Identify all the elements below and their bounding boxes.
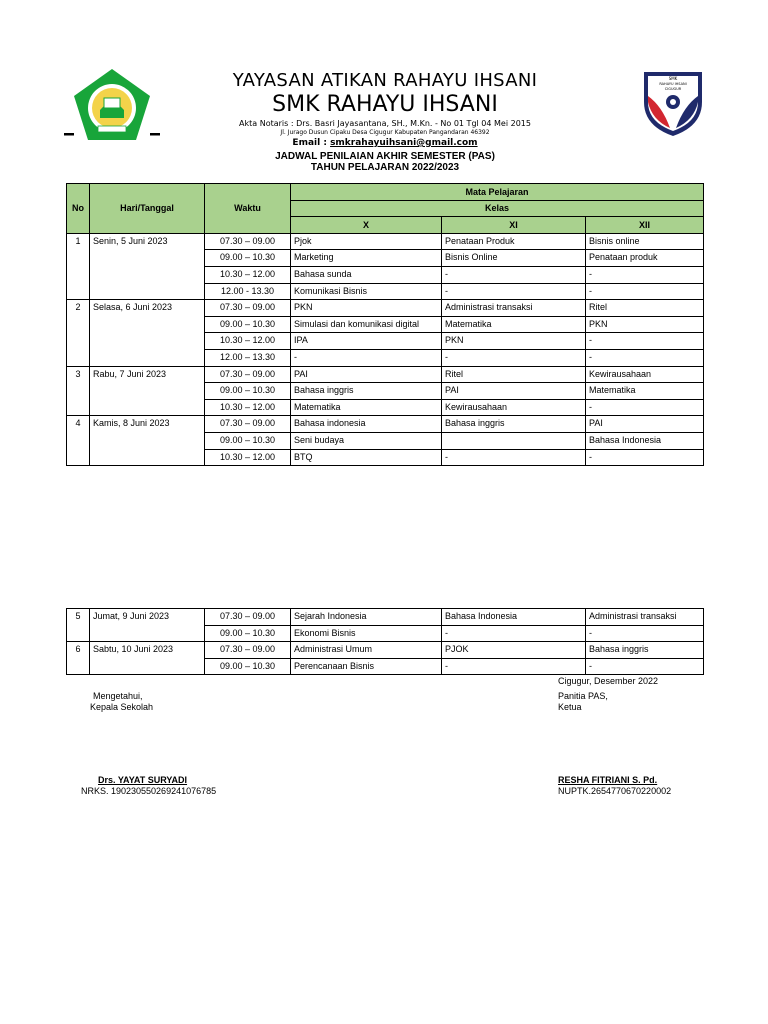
table-row [67,609,704,626]
school-logo-right [640,66,706,138]
cell-class-xi: PKN [442,333,586,350]
academic-year: TAHUN PELAJARAN 2022/2023 [310,162,460,173]
cell-class-xii: Bahasa Indonesia [586,432,704,449]
cell-class-x: BTQ [291,449,442,466]
cell-class-x: Matematika [291,399,442,416]
cell-class-xii: Ritel [586,300,704,317]
cell-time: 10.30 – 12.00 [205,449,291,466]
cell-time: 10.30 – 12.00 [205,266,291,283]
email-line [150,138,620,148]
cell-class-x: Bahasa indonesia [291,416,442,433]
cell-class-x: Pjok [291,233,442,250]
place-date: Cigugur, Desember 2022 [558,676,659,686]
cell-day: Senin, 5 Juni 2023 [90,233,205,299]
cell-class-xii: Bahasa inggris [586,642,704,659]
school-logo-left [62,66,162,146]
cell-class-xi: PAI [442,383,586,400]
table-row [67,642,704,659]
table-row [67,300,704,317]
cell-class-xii: PAI [586,416,704,433]
chair-name: RESHA FITRIANI S. Pd. [558,775,658,785]
cell-time: 07.30 – 09.00 [205,609,291,626]
cell-class-xi: PJOK [442,642,586,659]
cell-class-xi [442,432,586,449]
logo-text-2: RAHAYU IHSANI [659,82,687,86]
cell-time: 07.30 – 09.00 [205,416,291,433]
document-title: JADWAL PENILAIAN AKHIR SEMESTER (PAS) [275,151,495,162]
cell-class-x: - [291,349,442,366]
cell-class-xii: - [586,266,704,283]
cell-time: 09.00 – 10.30 [205,432,291,449]
cell-time: 12.00 - 13.30 [205,283,291,300]
cell-day: Jumat, 9 Juni 2023 [90,609,205,642]
cell-class-xi: - [442,625,586,642]
cell-day: Selasa, 6 Juni 2023 [90,300,205,366]
cell-class-xii: - [586,333,704,350]
cell-class-x: Sejarah Indonesia [291,609,442,626]
cell-class-xi: Administrasi transaksi [442,300,586,317]
principal-id: NRKS. 190230550269241076785 [81,786,217,796]
cell-class-x: Komunikasi Bisnis [291,283,442,300]
foundation-name: YAYASAN ATIKAN RAHAYU IHSANI [232,70,538,91]
cell-class-x: Perencanaan Bisnis [291,658,442,675]
cell-class-xi: Bahasa Indonesia [442,609,586,626]
cell-class-xi: Bisnis Online [442,250,586,267]
cell-class-xii: - [586,283,704,300]
cell-time: 12.00 – 13.30 [205,349,291,366]
cell-class-xi: - [442,449,586,466]
cell-class-x: PKN [291,300,442,317]
cell-time: 09.00 – 10.30 [205,383,291,400]
cell-no: 1 [67,233,90,299]
cell-no: 5 [67,609,90,642]
email-link[interactable]: smkrahayuihsani@gmail.com [330,138,478,148]
logo-text-1: SMK [668,76,678,81]
cell-time: 10.30 – 12.00 [205,399,291,416]
cell-class-x: PAI [291,366,442,383]
cell-class-xii: Matematika [586,383,704,400]
schedule-table-continued [66,608,704,675]
cell-class-xi: Kewirausahaan [442,399,586,416]
cell-time: 07.30 – 09.00 [205,300,291,317]
table-row [67,366,704,383]
cell-time: 09.00 – 10.30 [205,625,291,642]
cell-day: Sabtu, 10 Juni 2023 [90,642,205,675]
cell-class-xii: - [586,349,704,366]
cell-time: 07.30 – 09.00 [205,233,291,250]
cell-class-xii: - [586,625,704,642]
cell-class-xii: Bisnis online [586,233,704,250]
cell-time: 09.00 – 10.30 [205,316,291,333]
cell-class-x: Simulasi dan komunikasi digital [291,316,442,333]
left-role-1: Mengetahui, [93,691,143,701]
cell-class-x: Ekonomi Bisnis [291,625,442,642]
table-row [67,233,704,250]
header-class-x: X [291,217,442,234]
cell-class-xii: - [586,449,704,466]
school-name: SMK RAHAYU IHSANI [272,92,498,117]
schedule-table [66,183,704,466]
left-role-2: Kepala Sekolah [90,702,154,712]
cell-class-x: Administrasi Umum [291,642,442,659]
cell-class-xii: - [586,399,704,416]
header-day: Hari/Tanggal [90,184,205,234]
cell-day: Kamis, 8 Juni 2023 [90,416,205,466]
cell-class-xii: Penataan produk [586,250,704,267]
cell-no: 2 [67,300,90,366]
right-role-2: Ketua [558,702,582,712]
cell-time: 07.30 – 09.00 [205,642,291,659]
cell-class-x: Seni budaya [291,432,442,449]
right-role-1: Panitia PAS, [558,691,608,701]
chair-id: NUPTK.2654770670220002 [558,786,672,796]
cell-class-xii: Administrasi transaksi [586,609,704,626]
cell-time: 09.00 – 10.30 [205,658,291,675]
cell-class-xi: - [442,266,586,283]
cell-no: 4 [67,416,90,466]
cell-class-xii: PKN [586,316,704,333]
cell-class-xi: Bahasa inggris [442,416,586,433]
header-class-xi: XI [442,217,586,234]
principal-name: Drs. YAYAT SURYADI [98,775,188,785]
email-label: Email : [292,138,331,148]
cell-no: 3 [67,366,90,416]
notary-line: Akta Notaris : Drs. Basri Jayasantana, SH., M.Kn. - No 01 Tgl 04 Mei 2015 [239,119,531,128]
header-class-xii: XII [586,217,704,234]
cell-class-x: Bahasa inggris [291,383,442,400]
cell-time: 09.00 – 10.30 [205,250,291,267]
cell-class-xi: - [442,283,586,300]
cell-class-xii: - [586,658,704,675]
cell-class-xi: - [442,349,586,366]
cell-class-x: Bahasa sunda [291,266,442,283]
cell-class-xi: Matematika [442,316,586,333]
cell-class-xi: - [442,658,586,675]
logo-text-3: CIGUGUR [664,87,682,91]
cell-time: 07.30 – 09.00 [205,366,291,383]
cell-class-xi: Ritel [442,366,586,383]
cell-class-x: Marketing [291,250,442,267]
header-no: No [67,184,90,234]
cell-day: Rabu, 7 Juni 2023 [90,366,205,416]
cell-class-xii: Kewirausahaan [586,366,704,383]
cell-class-xi: Penataan Produk [442,233,586,250]
cell-class-x: IPA [291,333,442,350]
cell-time: 10.30 – 12.00 [205,333,291,350]
cell-no: 6 [67,642,90,675]
header-class: Kelas [291,200,704,217]
header-subject: Mata Pelajaran [291,184,704,201]
address-line: Jl. Jurago Dusun Cipaku Desa Cigugur Kabupaten Pangandaran 46392 [280,129,490,136]
header-time: Waktu [205,184,291,234]
table-row [67,416,704,433]
